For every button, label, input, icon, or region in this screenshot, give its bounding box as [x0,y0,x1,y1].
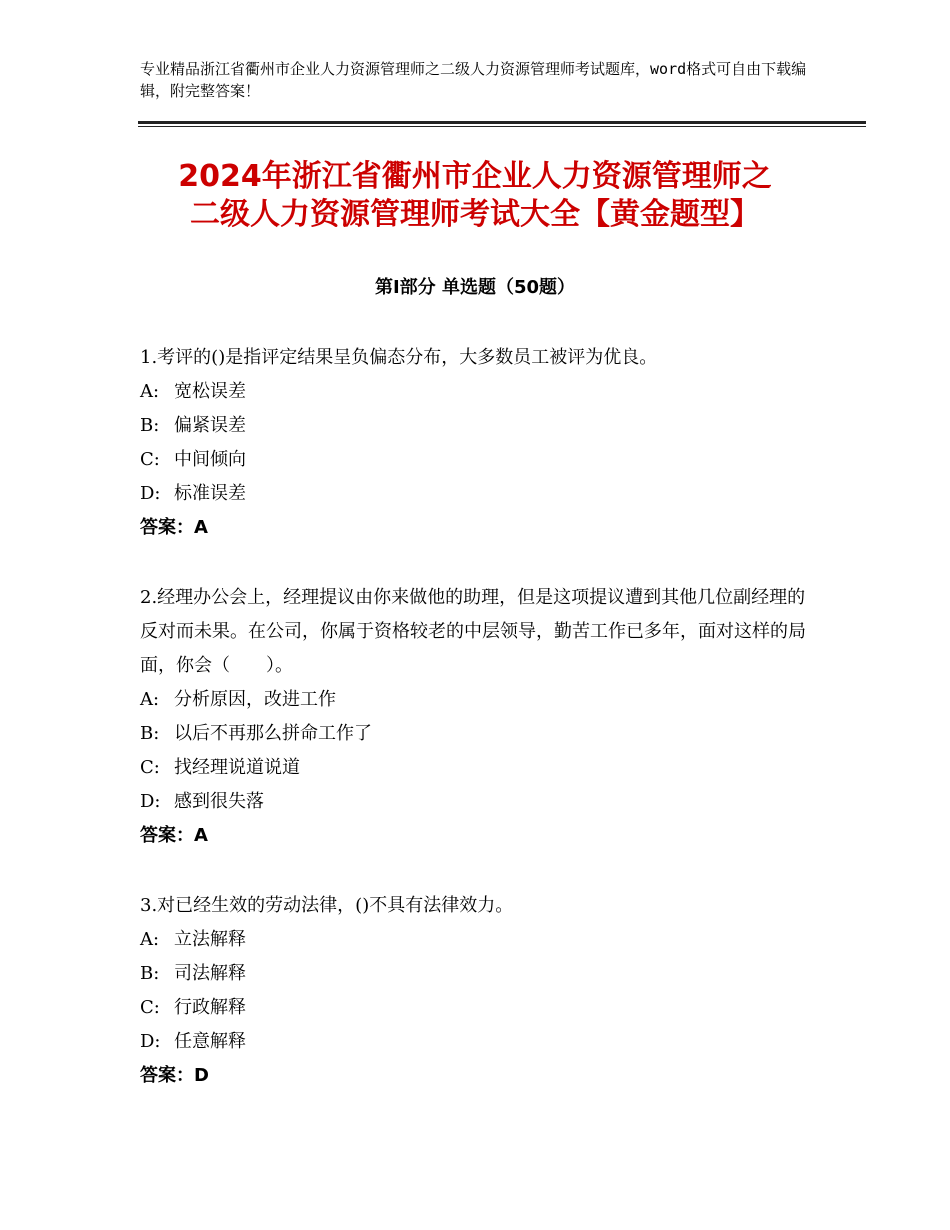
header-note: 专业精品浙江省衢州市企业人力资源管理师之二级人力资源管理师考试题库，word格式可自由下载编辑，附完整答案！ [140,60,807,100]
answer-line: 答案：A [140,517,208,538]
header-rule-thin [138,126,866,127]
question-stem: 1.考评的()是指评定结果呈负偏态分布，大多数员工被评为优良。 [140,347,658,368]
option-letter: B: [140,963,160,984]
option-text: 以后不再那么拼命工作了 [174,723,372,744]
option-c [140,443,820,477]
question-1 [140,341,820,545]
option-text: 找经理说道说道 [174,757,300,778]
answer-line: 答案：D [140,1065,209,1086]
question-list [140,341,820,1129]
question-2 [140,581,820,853]
option-letter: B: [140,415,160,436]
option-a [140,375,820,409]
document-title [100,158,850,234]
title-line-2: 二级人力资源管理师考试大全【黄金题型】 [190,197,760,232]
section-heading: 第Ⅰ部分 单选题（50题） [374,277,575,298]
question-stem: 2.经理办公会上，经理提议由你来做他的助理，但是这项提议遭到其他几位副经理的反对而未果。在公司，你属于资格较老的中层领导，勤苦工作已多年，面对这样的局面，你会（ ）。 [140,587,806,676]
option-letter: C: [140,997,160,1018]
answer-line: 答案：A [140,825,208,846]
option-b [140,957,820,991]
option-b [140,409,820,443]
header-rule-thick [138,121,866,124]
option-b [140,717,820,751]
option-text: 司法解释 [174,963,246,984]
option-letter: C: [140,757,160,778]
option-text: 立法解释 [174,929,246,950]
option-text: 标准误差 [174,483,246,504]
option-text: 分析原因，改进工作 [174,689,336,710]
option-d [140,1025,820,1059]
option-text: 偏紧误差 [174,415,246,436]
option-letter: A: [140,929,160,950]
option-letter: C: [140,449,160,470]
option-letter: A: [140,381,160,402]
option-d [140,477,820,511]
option-c [140,991,820,1025]
question-stem: 3.对已经生效的劳动法律，()不具有法律效力。 [140,895,514,916]
option-letter: B: [140,723,160,744]
option-text: 感到很失落 [174,791,264,812]
option-a [140,683,820,717]
option-text: 宽松误差 [174,381,246,402]
option-c [140,751,820,785]
option-letter: D: [140,791,161,812]
option-letter: D: [140,483,161,504]
option-letter: A: [140,689,160,710]
option-text: 行政解释 [174,997,246,1018]
option-text: 任意解释 [174,1031,246,1052]
title-line-1: 2024年浙江省衢州市企业人力资源管理师之 [178,159,772,194]
option-a [140,923,820,957]
option-d [140,785,820,819]
option-letter: D: [140,1031,161,1052]
option-text: 中间倾向 [174,449,246,470]
question-3 [140,889,820,1093]
